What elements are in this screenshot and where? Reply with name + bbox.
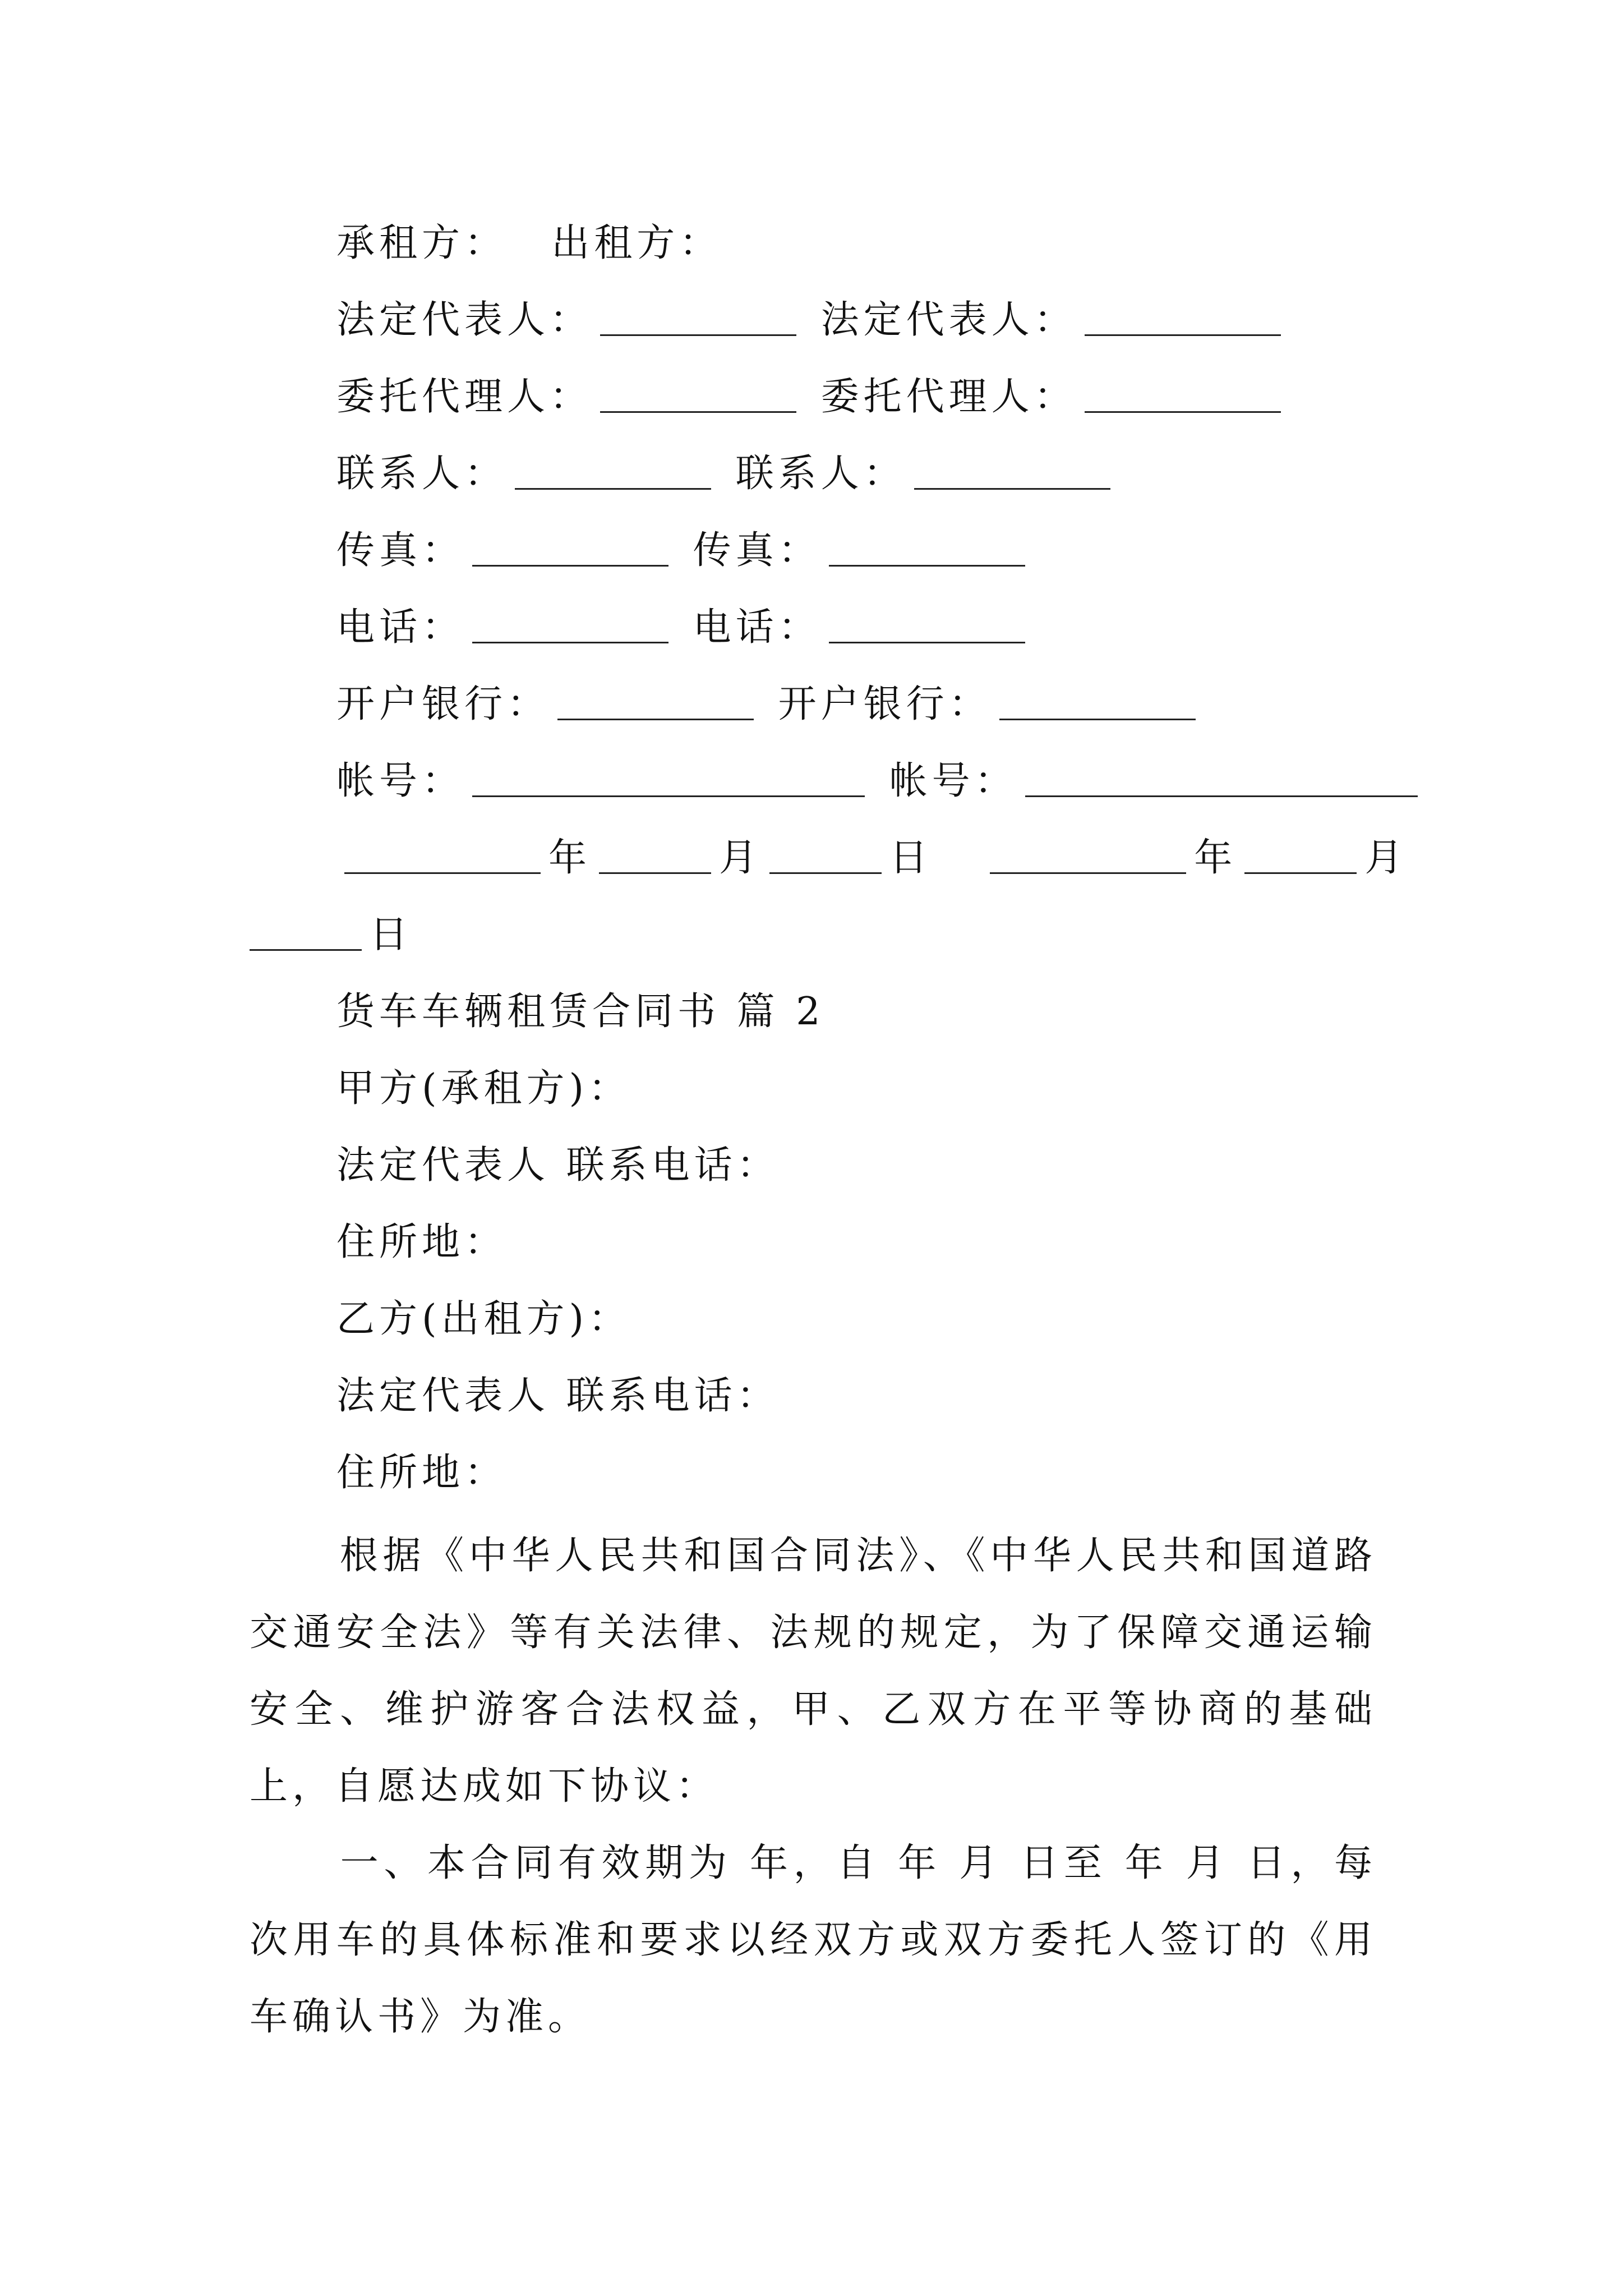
lessee-year-blank xyxy=(344,841,541,874)
lessor-bank-blank xyxy=(999,687,1196,720)
month-label: 月 xyxy=(1364,836,1408,880)
month-label: 月 xyxy=(719,836,762,880)
lessor-legal-rep-blank xyxy=(1085,303,1281,336)
lessor-account-label: 帐号： xyxy=(889,759,1017,803)
lessor-phone-label: 电话： xyxy=(693,605,821,650)
clause-1-paragraph xyxy=(250,1825,1377,2055)
day-label: 日 xyxy=(889,836,933,880)
year-label: 年 xyxy=(1194,836,1237,880)
phone-row xyxy=(336,605,1033,650)
party-b-address: 住所地： xyxy=(336,1451,508,1495)
contact-row xyxy=(336,452,1118,496)
lessee-contact-blank xyxy=(515,457,711,490)
lessee-account-label: 帐号： xyxy=(336,759,465,803)
day-label: 日 xyxy=(370,913,413,957)
party-a-rep: 法定代表人 联系电话： xyxy=(336,1143,780,1188)
lessee-month-blank xyxy=(599,841,711,874)
bank-row xyxy=(336,682,1204,726)
intro-paragraph xyxy=(250,1517,1377,1825)
lessee-day-blank xyxy=(769,841,882,874)
year-label: 年 xyxy=(548,836,592,880)
lessee-label: 承租方： xyxy=(336,221,508,265)
lessee-phone-label: 电话： xyxy=(336,605,465,650)
lessor-contact-blank xyxy=(914,457,1110,490)
lessor-contact-label: 联系人： xyxy=(735,452,906,496)
party-b-rep: 法定代表人 联系电话： xyxy=(336,1374,780,1418)
lessor-day-blank xyxy=(250,918,362,951)
lessor-label: 出租方： xyxy=(551,221,722,265)
lessee-contact-label: 联系人： xyxy=(336,452,508,496)
lessor-account-blank xyxy=(1025,764,1418,797)
party-b-label: 乙方(出租方)： xyxy=(336,1297,631,1341)
party-row xyxy=(336,221,722,265)
account-row xyxy=(336,759,1426,803)
lessee-account-blank xyxy=(472,764,865,797)
lessor-agent-label: 委托代理人： xyxy=(820,375,1077,419)
date-row-wrap xyxy=(250,913,413,957)
lessee-legal-rep-blank xyxy=(600,303,796,336)
lessee-fax-blank xyxy=(472,533,668,567)
lessee-fax-label: 传真： xyxy=(336,528,465,573)
lessor-year-blank xyxy=(990,841,1186,874)
lessor-phone-blank xyxy=(829,610,1025,643)
lessor-bank-label: 开户银行： xyxy=(778,682,992,726)
section-heading: 货车车辆租赁合同书 篇 2 xyxy=(336,990,825,1034)
lessee-bank-label: 开户银行： xyxy=(336,682,550,726)
party-a-address: 住所地： xyxy=(336,1220,508,1264)
lessor-fax-blank xyxy=(829,533,1025,567)
lessor-legal-rep-label: 法定代表人： xyxy=(820,298,1077,342)
lessor-fax-label: 传真： xyxy=(693,528,821,573)
lessee-agent-blank xyxy=(600,380,796,413)
legal-rep-row xyxy=(336,298,1289,342)
lessee-legal-rep-label: 法定代表人： xyxy=(336,298,593,342)
lessor-month-blank xyxy=(1244,841,1357,874)
date-row xyxy=(336,836,1408,880)
lessee-agent-label: 委托代理人： xyxy=(336,375,593,419)
clause-1-text: 一、本合同有效期为 年，自 年 月 日至 年 月 日，每次用车的具体标准和要求以经双方或双方委托人签订的《用车确认书》为准。 xyxy=(250,1841,1377,2039)
party-a-label: 甲方(承租方)： xyxy=(336,1066,631,1111)
agent-row xyxy=(336,375,1289,419)
lessee-bank-blank xyxy=(557,687,754,720)
fax-row xyxy=(336,528,1033,573)
lessor-agent-blank xyxy=(1085,380,1281,413)
intro-text: 根据《中华人民共和国合同法》、《中华人民共和国道路交通安全法》等有关法律、法规的规定，为了保障交通运输安全、维护游客合法权益，甲、乙双方在平等协商的基础上，自愿达成如下协议： xyxy=(250,1534,1377,1809)
lessee-phone-blank xyxy=(472,610,668,643)
